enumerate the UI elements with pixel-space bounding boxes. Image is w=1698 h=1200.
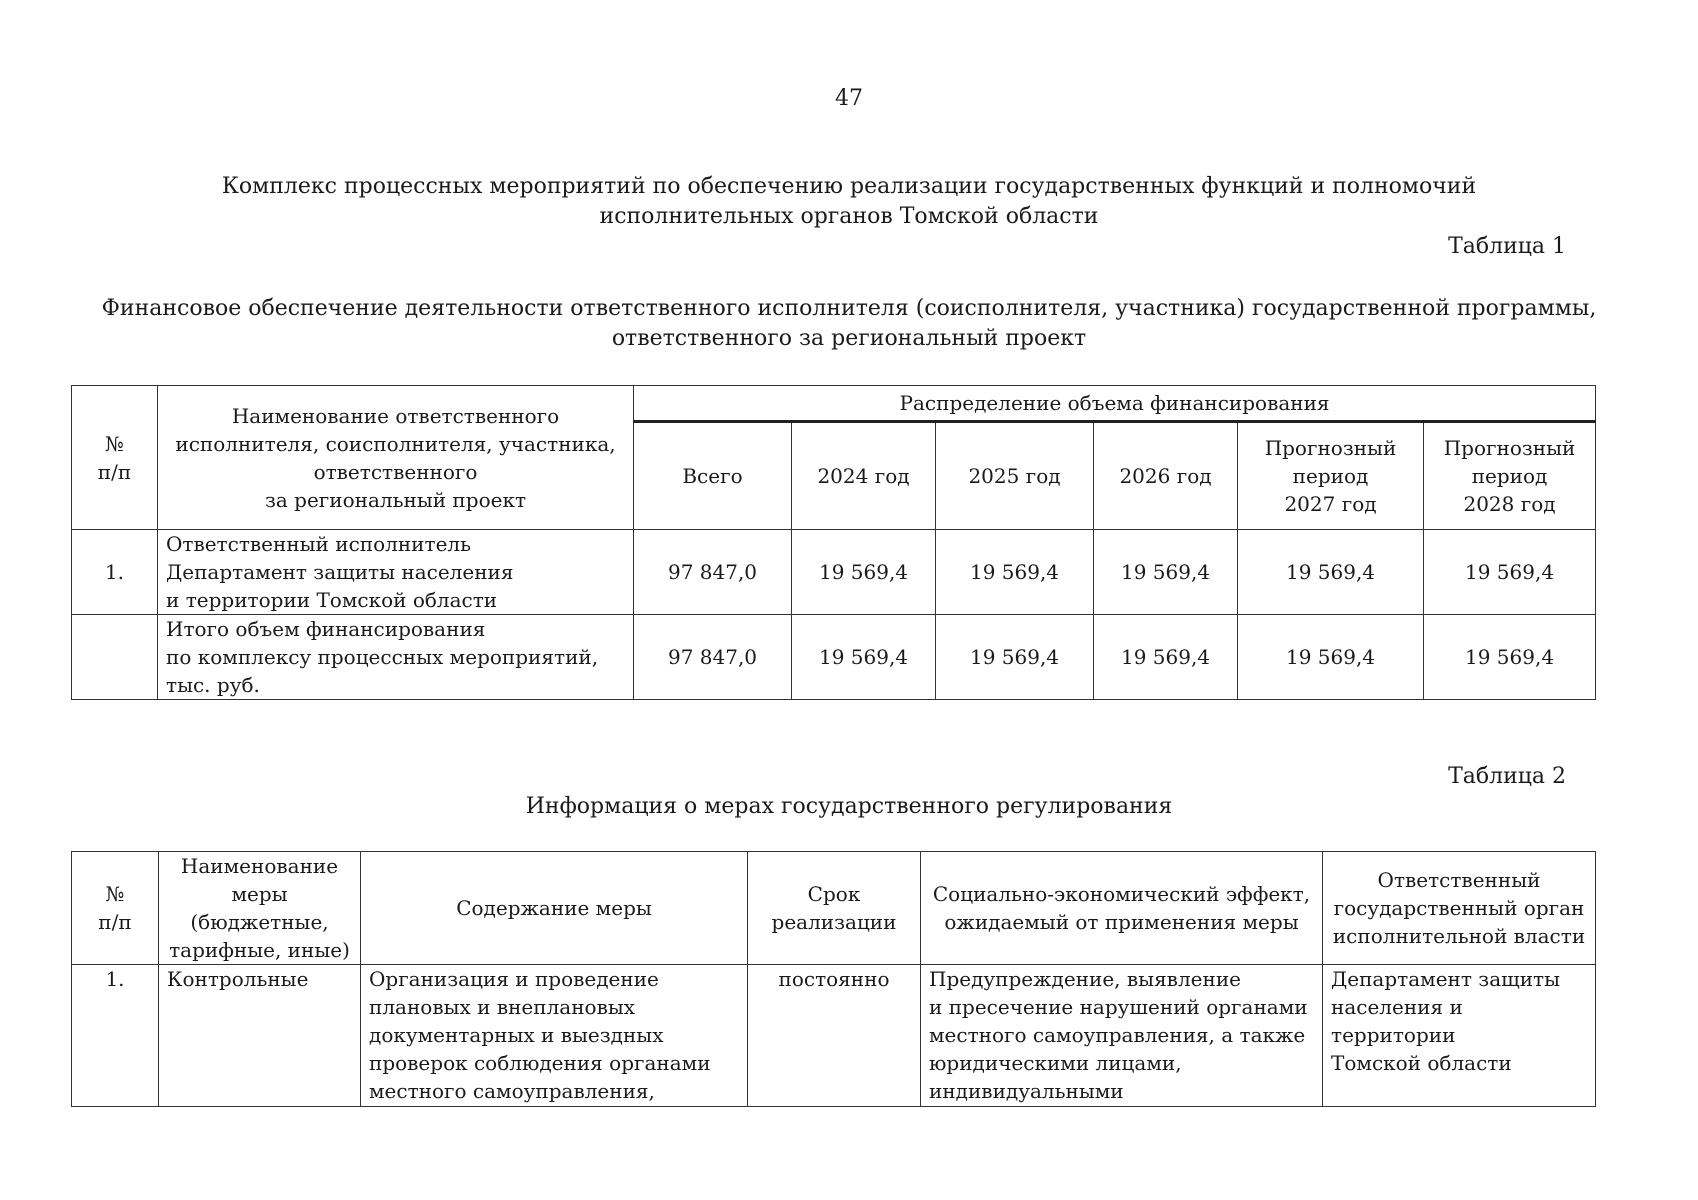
- header-name: Наименование ответственного исполнителя, соисполнителя, участника, ответственного за региональный проект: [158, 386, 634, 530]
- table2-title: Информация о мерах государственного регулирования: [525, 794, 1173, 819]
- table1-title-line-1: Финансовое обеспечение деятельности ответственного исполнителя (соисполнителя, участника) государственной программы,: [101, 296, 1597, 321]
- header-2028: Прогнозный период 2028 год: [1424, 422, 1596, 530]
- table1-title-line-2: ответственного за региональный проект: [611, 326, 1087, 351]
- row-2027: 19 569,4: [1238, 530, 1424, 615]
- header-num: № п/п: [72, 386, 158, 530]
- table1-label: Таблица 1: [1448, 234, 1566, 259]
- row-num: 1.: [72, 530, 158, 615]
- row-2028: 19 569,4: [1424, 615, 1596, 700]
- row-authority: Департамент защиты населения и территории Томской области: [1323, 965, 1596, 1107]
- row-num: [72, 615, 158, 700]
- page-number: 47: [835, 86, 863, 111]
- row-name: Ответственный исполнитель Департамент защиты населения и территории Томской области: [158, 530, 634, 615]
- row-measure-content: Организация и проведение плановых и внеплановых документарных и выездных проверок соблюдения органами местного самоуправления,: [361, 965, 748, 1107]
- document-heading-line-2: исполнительных органов Томской области: [599, 204, 1099, 229]
- row-2024: 19 569,4: [792, 530, 936, 615]
- row-2026: 19 569,4: [1094, 615, 1238, 700]
- header-2025: 2025 год: [936, 422, 1094, 530]
- header-2027: Прогнозный период 2027 год: [1238, 422, 1424, 530]
- table-row: [72, 530, 1596, 615]
- header-term: Срок реализации: [748, 852, 921, 965]
- header-measure-name: Наименование меры (бюджетные, тарифные, иные): [159, 852, 361, 965]
- row-num: 1.: [72, 965, 159, 1107]
- row-2028: 19 569,4: [1424, 530, 1596, 615]
- financing-table: [71, 385, 1596, 700]
- row-name: Итого объем финансирования по комплексу процессных мероприятий, тыс. руб.: [158, 615, 634, 700]
- table-row: [72, 965, 1596, 1107]
- row-measure-name: Контрольные: [159, 965, 361, 1107]
- document-heading-line-1: Комплекс процессных мероприятий по обеспечению реализации государственных функций и полномочий: [221, 174, 1477, 199]
- row-2027: 19 569,4: [1238, 615, 1424, 700]
- row-total: 97 847,0: [634, 530, 792, 615]
- row-total: 97 847,0: [634, 615, 792, 700]
- row-2024: 19 569,4: [792, 615, 936, 700]
- table-row: [72, 615, 1596, 700]
- table2-label: Таблица 2: [1448, 764, 1566, 789]
- header-2026: 2026 год: [1094, 422, 1238, 530]
- row-term: постоянно: [748, 965, 921, 1107]
- header-2024: 2024 год: [792, 422, 936, 530]
- row-effect: Предупреждение, выявление и пресечение нарушений органами местного самоуправления, а также юридическими лицами, индивидуальными: [921, 965, 1323, 1107]
- row-2025: 19 569,4: [936, 530, 1094, 615]
- header-distribution: Распределение объема финансирования: [634, 386, 1596, 422]
- row-2026: 19 569,4: [1094, 530, 1238, 615]
- header-effect: Социально-экономический эффект, ожидаемый от применения меры: [921, 852, 1323, 965]
- regulation-measures-table: [71, 851, 1596, 1107]
- header-authority: Ответственный государственный орган исполнительной власти: [1323, 852, 1596, 965]
- header-num: № п/п: [72, 852, 159, 965]
- row-2025: 19 569,4: [936, 615, 1094, 700]
- header-measure-content: Содержание меры: [361, 852, 748, 965]
- header-total: Всего: [634, 422, 792, 530]
